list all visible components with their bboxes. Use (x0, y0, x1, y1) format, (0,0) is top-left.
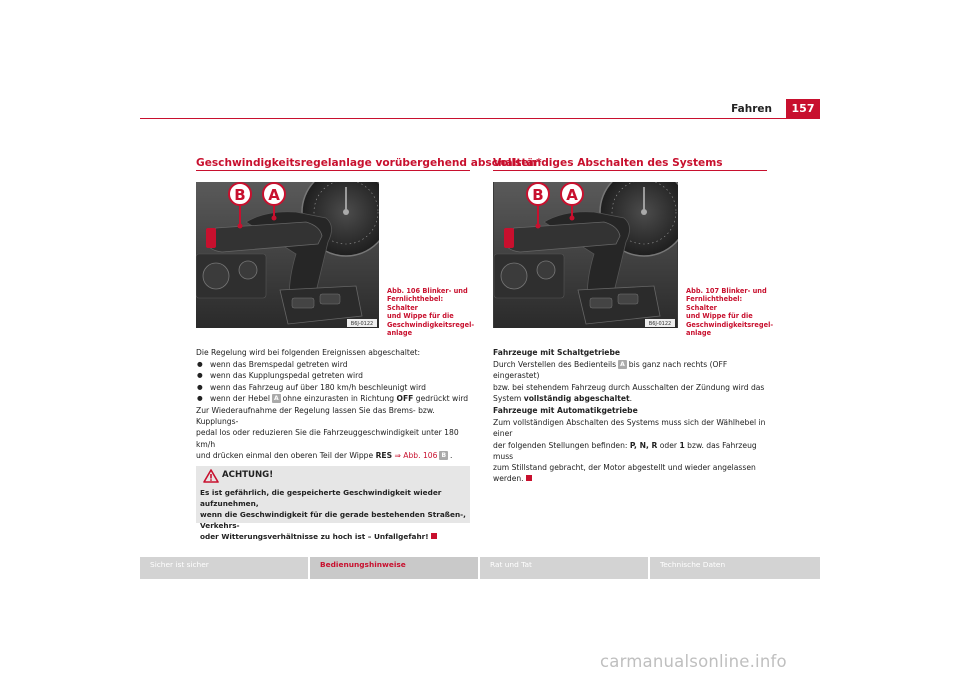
callout-b: B (532, 186, 544, 204)
figure-reference-link[interactable]: ⇒ Abb. 106 (394, 450, 438, 460)
figure-106-image (196, 182, 379, 328)
right-heading: Vollständiges Abschalten des Systems (493, 157, 723, 169)
figure-106-caption: Abb. 106 Blinker- und Fernlichthebel: Schalter und Wippe für die Geschwindigkeitsregel- anlage (387, 287, 475, 338)
warning-title: ACHTUNG! (222, 470, 274, 480)
list-item: ● wenn das Bremspedal getreten wird (196, 359, 472, 370)
left-heading: Geschwindigkeitsregelanlage vorübergehend abschalten* (196, 157, 542, 169)
footer-tab-rat-und-tat[interactable]: Rat und Tat (480, 557, 648, 579)
left-body (196, 347, 472, 462)
figure-107-caption: Abb. 107 Blinker- und Fernlichthebel: Schalter und Wippe für die Geschwindigkeitsregel- anlage (686, 287, 774, 338)
callout-a: A (566, 186, 578, 204)
watermark: carmanualsonline.info (600, 652, 787, 671)
list-item: ● wenn das Kupplungspedal getreten wird (196, 370, 472, 381)
end-mark (431, 533, 437, 539)
footer-tab-bedienungshinweise[interactable]: Bedienungshinweise (310, 557, 478, 579)
warning-triangle-icon (203, 469, 219, 483)
key-a-badge: A (620, 361, 625, 369)
footer-tab-technische-daten[interactable]: Technische Daten (650, 557, 820, 579)
right-body (493, 347, 771, 485)
left-heading-rule (196, 170, 470, 171)
condition-list (196, 359, 472, 404)
callout-a: A (268, 186, 280, 204)
intro-text: Die Regelung wird bei folgenden Ereignissen abgeschaltet: (196, 348, 421, 357)
header-rule (140, 118, 820, 119)
key-b-badge: B (441, 451, 447, 459)
figure-tag: B6J-0122 (648, 321, 672, 327)
automatic-paragraph: Zum vollständigen Abschalten des Systems muss sich der Wählhebel in einer der folgenden Stellungen befinden: P, N, R oder 1 bzw. das Fahrzeug muss zum Stillstand gebracht, der Motor abgestellt und wieder angelassen werden. (493, 418, 766, 484)
figure-107-image (493, 182, 678, 328)
page-number: 157 (786, 99, 820, 118)
key-a-badge: A (273, 394, 279, 402)
end-mark (526, 475, 532, 481)
warning-box (196, 466, 470, 541)
warning-text: Es ist gefährlich, die gespeicherte Geschwindigkeit wieder aufzunehmen, wenn die Geschwindigkeit für die gerade bestehenden Straßen-, Verkehrs- oder Witterungsverhältnisse zu hoch ist – Unfallgefahr! (200, 488, 466, 541)
section-title: Fahren (731, 103, 772, 115)
resume-paragraph: Zur Wiederaufnahme der Regelung lassen Sie das Brems- bzw. Kupplungs- pedal los oder reduzieren Sie die Fahrzeuggeschwindigkeit unter 180 km/h und drücken einmal den oberen Teil der Wippe RES ⇒ Abb. 106 B . (196, 406, 459, 460)
callout-b: B (234, 186, 246, 204)
manual-paragraph: Durch Verstellen des Bedienteils A bis ganz nach rechts (OFF eingerastet) bzw. bei stehendem Fahrzeug durch Ausschalten der Zündung wird das System vollständig abgeschaltet. (493, 360, 765, 403)
steering-column-illustration (493, 182, 678, 328)
steering-column-illustration (196, 182, 379, 328)
figure-tag: B6J-0122 (350, 321, 374, 327)
subheading-manual: Fahrzeuge mit Schaltgetriebe (493, 348, 621, 357)
footer-tab-sicher[interactable]: Sicher ist sicher (140, 557, 308, 579)
list-item: ● wenn das Fahrzeug auf über 180 km/h beschleunigt wird (196, 382, 472, 393)
list-item: ● wenn der Hebel A ohne einzurasten in Richtung OFF gedrückt wird (196, 393, 472, 404)
right-heading-rule (493, 170, 767, 171)
subheading-automatic: Fahrzeuge mit Automatikgetriebe (493, 406, 638, 416)
